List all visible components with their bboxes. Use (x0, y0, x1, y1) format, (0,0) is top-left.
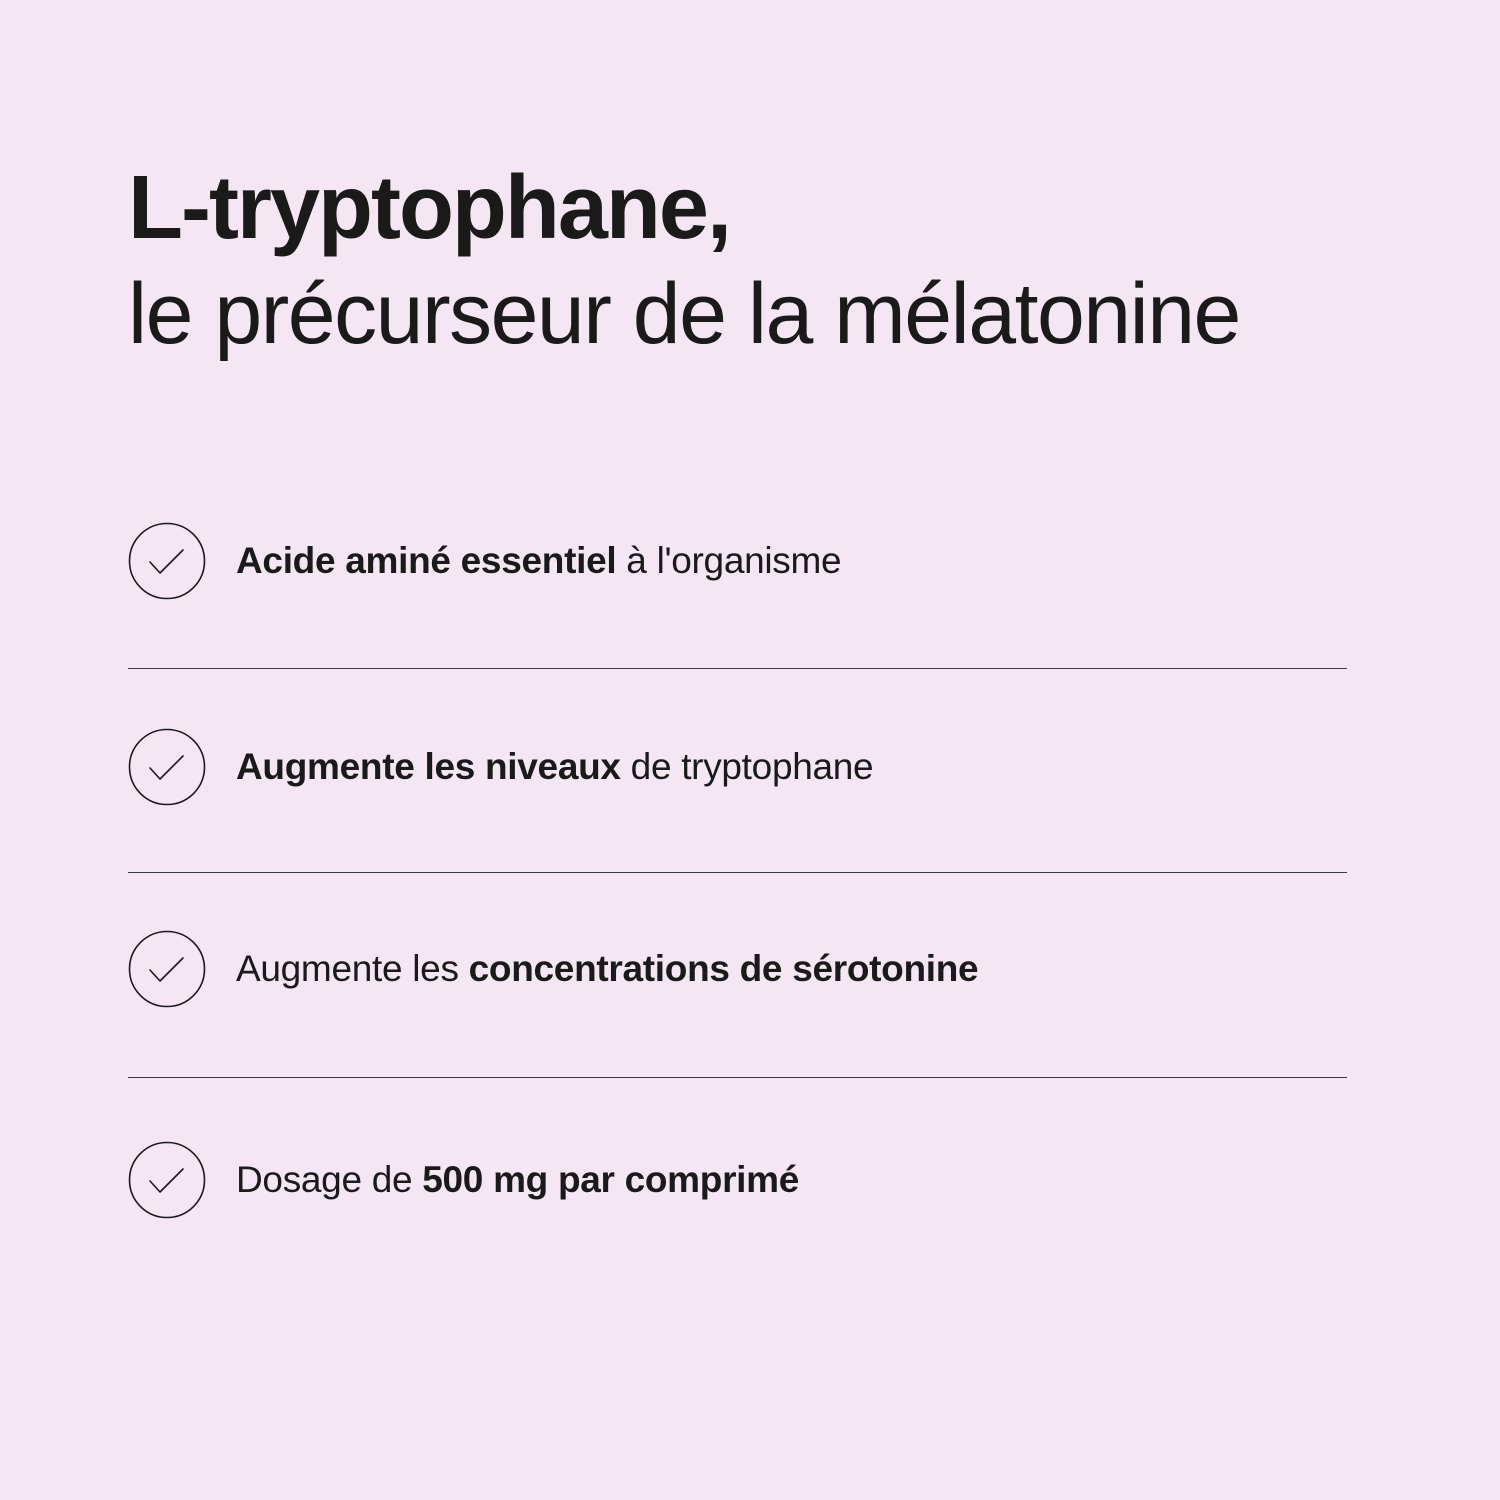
divider (128, 1077, 1347, 1078)
divider (128, 668, 1347, 669)
feature-text (236, 1158, 799, 1202)
check-circle-icon (128, 930, 206, 1008)
feature-text-regular: de tryptophane (620, 746, 874, 787)
feature-text-regular: à l'organisme (616, 540, 842, 581)
feature-text-bold: concentrations de sérotonine (468, 948, 979, 989)
feature-item-levels (128, 727, 1347, 807)
title-main: L-tryptophane, (128, 158, 730, 258)
feature-text-bold: Augmente les niveaux (236, 746, 621, 787)
feature-text (236, 539, 841, 583)
feature-text (236, 745, 873, 789)
check-circle-icon (128, 522, 206, 600)
page-title (128, 155, 1388, 367)
title-subtitle: le précurseur de la mélatonine (128, 266, 1240, 362)
feature-text-regular: Dosage de (236, 1159, 423, 1200)
feature-text-regular: Augmente les (236, 948, 469, 989)
feature-text (236, 947, 978, 991)
feature-item-serotonin (128, 929, 1347, 1009)
feature-item-essential (128, 521, 1347, 601)
feature-text-bold: Acide aminé essentiel (236, 540, 617, 581)
check-circle-icon (128, 1141, 206, 1219)
feature-item-dosage (128, 1140, 1347, 1220)
divider (128, 872, 1347, 873)
check-circle-icon (128, 728, 206, 806)
feature-text-bold: 500 mg par comprimé (422, 1159, 800, 1200)
